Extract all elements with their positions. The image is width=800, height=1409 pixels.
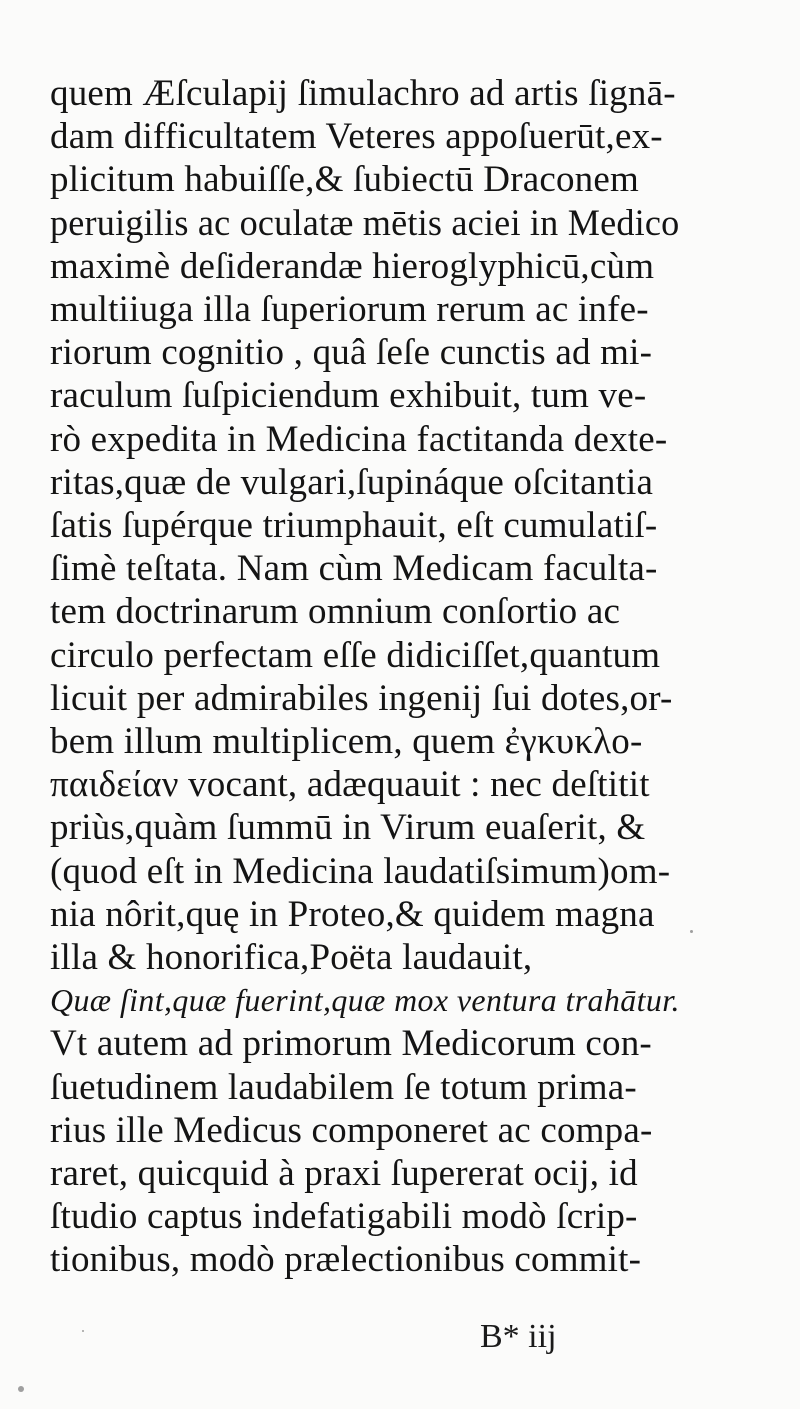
- text-line: ſuetudinem laudabilem ſe totum prima-: [50, 1066, 637, 1108]
- text-line: maximè deſiderandæ hieroglyphicū,cùm: [50, 245, 655, 287]
- text-line: dam difficultatem Veteres appoſuerūt,ex-: [50, 116, 663, 158]
- italic-verse-line: Quæ ſint,quæ fuerint,quæ mox ventura trahātur.: [50, 982, 680, 1019]
- text-line: Vt autem ad primorum Medicorum con-: [50, 1023, 652, 1065]
- text-line: ritas,quæ de vulgari,ſupináque oſcitantia: [50, 461, 654, 503]
- text-line: tem doctrinarum omnium conſortio ac: [50, 591, 621, 633]
- text-line: tionibus, modò prælectionibus commit-: [50, 1239, 642, 1281]
- text-line: bem illum multiplicem, quem ἐγκυκλο-: [50, 721, 643, 763]
- paper-speck: [18, 1386, 24, 1392]
- text-line: παιδείαν vocant, adæquauit : nec deſtitit: [50, 764, 650, 806]
- text-line: riorum cognitio , quâ ſeſe cunctis ad mi-: [50, 332, 653, 374]
- text-line: raculum ſuſpiciendum exhibuit, tum ve-: [50, 375, 647, 417]
- text-line: illa & honorifica,Poëta laudauit,: [50, 937, 533, 979]
- paper-speck: [82, 1330, 84, 1332]
- text-line: quem Æſculapij ſimulachro ad artis ſignā-: [50, 73, 676, 114]
- text-line: (quod eſt in Medicina laudatiſsimum)om-: [50, 850, 671, 892]
- text-line: rò expedita in Medicina factitanda dexte-: [50, 418, 668, 460]
- text-line: plicitum habuiſſe,& ſubiectū Draconem: [50, 159, 639, 201]
- text-line: multiiuga illa ſuperiorum rerum ac infe-: [50, 289, 649, 331]
- paper-speck: [690, 930, 693, 933]
- signature-mark: B* iij: [480, 1318, 557, 1355]
- text-line: licuit per admirabiles ingenij ſui dotes,or-: [50, 677, 673, 719]
- text-line: circulo perfectam eſſe didiciſſet,quantum: [50, 634, 661, 676]
- text-line: ſimè teſtata. Nam cùm Medicam faculta-: [50, 548, 658, 590]
- text-line: ſatis ſupérque triumphauit, eſt cumulatiſ-: [50, 505, 658, 547]
- text-line: rius ille Medicus componeret ac compa-: [50, 1109, 653, 1151]
- text-line: peruigilis ac oculatæ mētis aciei in Medico: [50, 202, 680, 244]
- text-line: priùs,quàm ſummū in Virum euaſerit, &: [50, 807, 646, 849]
- text-line: nia nôrit,quę in Proteo,& quidem magna: [50, 893, 655, 935]
- text-line: ſtudio captus indefatigabili modò ſcrip-: [50, 1196, 638, 1238]
- body-text: [50, 72, 680, 1282]
- text-line: raret, quicquid à praxi ſupererat ocij, id: [50, 1153, 638, 1195]
